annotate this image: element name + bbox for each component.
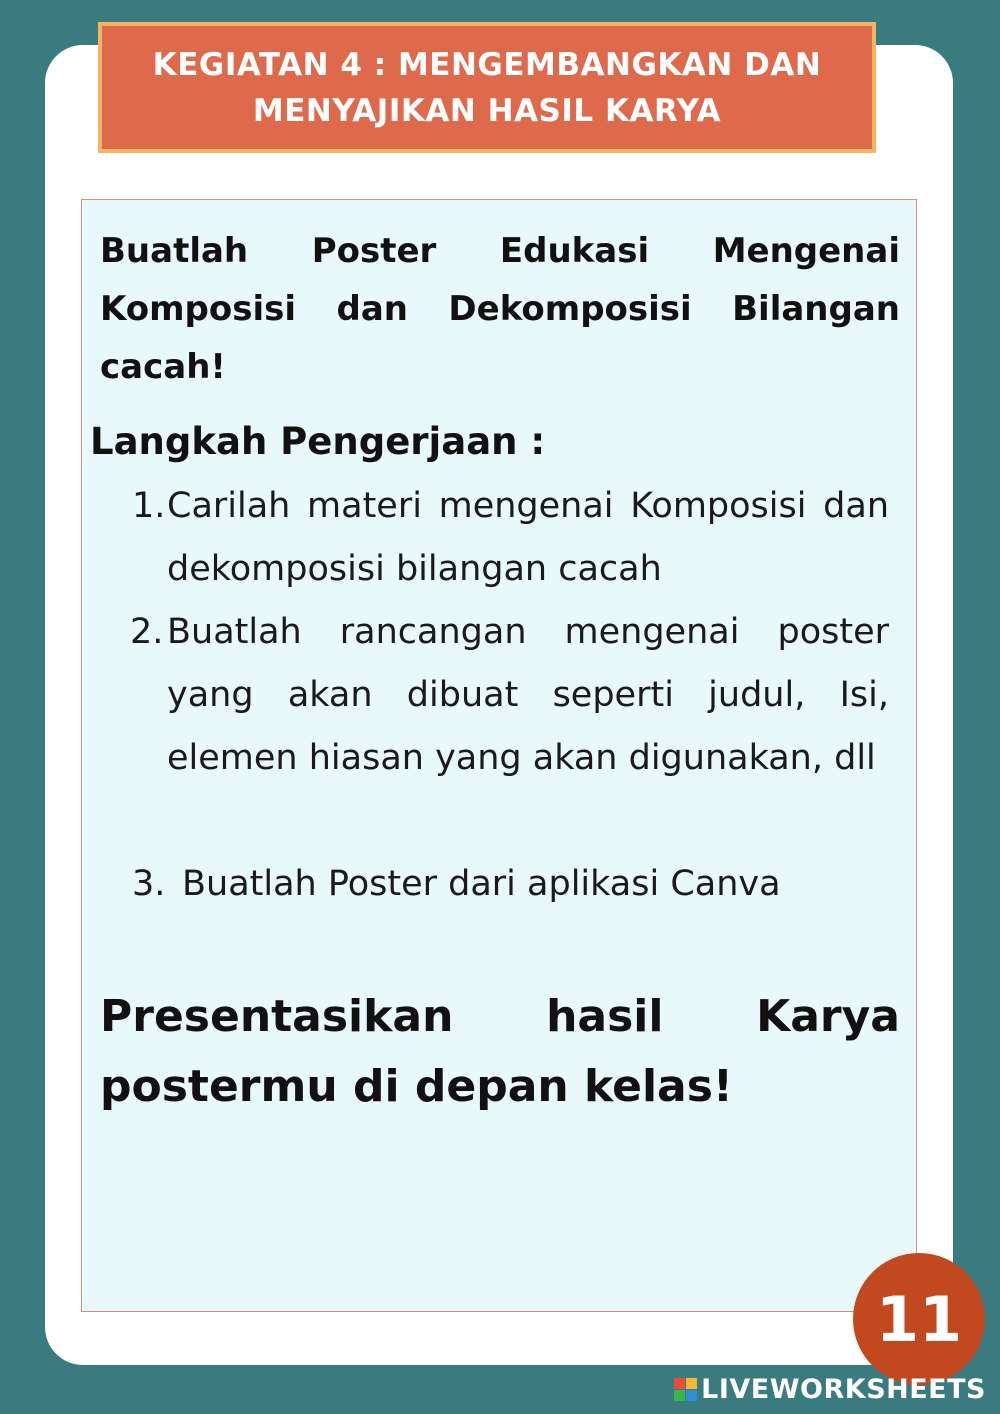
steps-heading: Langkah Pengerjaan : xyxy=(90,420,546,463)
step-number: 3. xyxy=(132,864,166,904)
step-item-3 xyxy=(0,853,1000,916)
task-intro: Buatlah Poster Edukasi Mengenai Komposisi dan Dekomposisi Bilangan cacah! xyxy=(100,231,900,387)
logo-square-yellow xyxy=(686,1378,697,1389)
closing-instruction: Presentasikan hasil Karya postermu di depan kelas! xyxy=(100,991,900,1112)
step-text: Buatlah Poster dari aplikasi Canva xyxy=(182,864,781,904)
liveworksheets-watermark xyxy=(674,1374,986,1405)
liveworksheets-logo-icon xyxy=(674,1378,697,1401)
logo-square-blue xyxy=(686,1390,697,1401)
logo-square-red xyxy=(674,1378,685,1389)
step-number: 2. xyxy=(130,612,164,652)
step-number: 1. xyxy=(132,486,166,526)
step-item-1 xyxy=(0,475,1000,601)
page-number-badge: 11 xyxy=(853,1253,985,1385)
watermark-text: LIVEWORKSHEETS xyxy=(701,1374,986,1405)
activity-title-banner xyxy=(98,22,876,153)
step-item-2 xyxy=(0,601,1000,853)
logo-square-green xyxy=(674,1390,685,1401)
activity-title-line-1: KEGIATAN 4 : MENGEMBANGKAN DAN xyxy=(152,46,822,83)
step-text: Carilah materi mengenai Komposisi dan dekomposisi bilangan cacah xyxy=(167,486,889,589)
step-text: Buatlah rancangan mengenai poster yang akan dibuat seperti judul, Isi, elemen hiasan yang akan digunakan, dll xyxy=(167,612,889,778)
activity-title-line-2: MENYAJIKAN HASIL KARYA xyxy=(252,92,722,129)
